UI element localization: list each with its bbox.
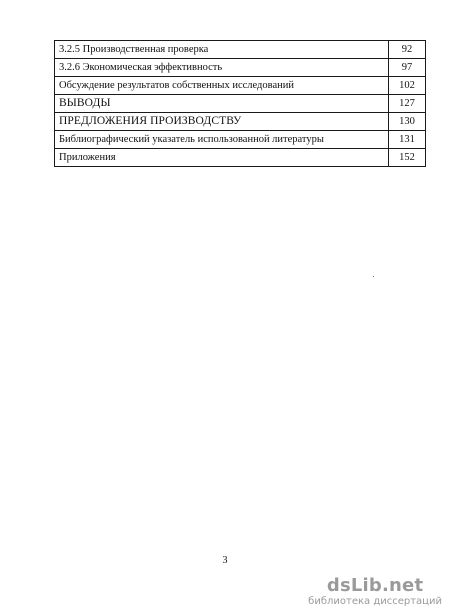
toc-entry-page: 97 — [389, 59, 426, 77]
toc-entry-page: 102 — [389, 77, 426, 95]
table-of-contents — [54, 40, 426, 167]
toc-entry-page: 152 — [389, 149, 426, 167]
scan-speck — [373, 276, 374, 277]
table-row — [55, 41, 426, 59]
toc-entry-page: 130 — [389, 113, 426, 131]
page-number: 3 — [222, 555, 228, 566]
toc-entry-page: 92 — [389, 41, 426, 59]
toc-entry-title: 3.2.5 Производственная проверка — [55, 41, 389, 59]
table-row — [55, 59, 426, 77]
table-row — [55, 95, 426, 113]
toc-entry-title: ПРЕДЛОЖЕНИЯ ПРОИЗВОДСТВУ — [55, 113, 389, 131]
toc-entry-title: Приложения — [55, 149, 389, 167]
toc-entry-title: ВЫВОДЫ — [55, 95, 389, 113]
toc-entry-title: 3.2.6 Экономическая эффективность — [55, 59, 389, 77]
toc-entry-page: 131 — [389, 131, 426, 149]
watermark-logo: dsLib.net — [326, 575, 424, 596]
toc-entry-title: Библиографический указатель использованной литературы — [55, 131, 389, 149]
watermark — [308, 576, 442, 608]
watermark-subtitle: библиотека диссертаций — [308, 596, 442, 607]
table-row — [55, 131, 426, 149]
table-row — [55, 113, 426, 131]
toc-entry-page: 127 — [389, 95, 426, 113]
table-row — [55, 149, 426, 167]
toc-entry-title: Обсуждение результатов собственных исследований — [55, 77, 389, 95]
table-row — [55, 77, 426, 95]
